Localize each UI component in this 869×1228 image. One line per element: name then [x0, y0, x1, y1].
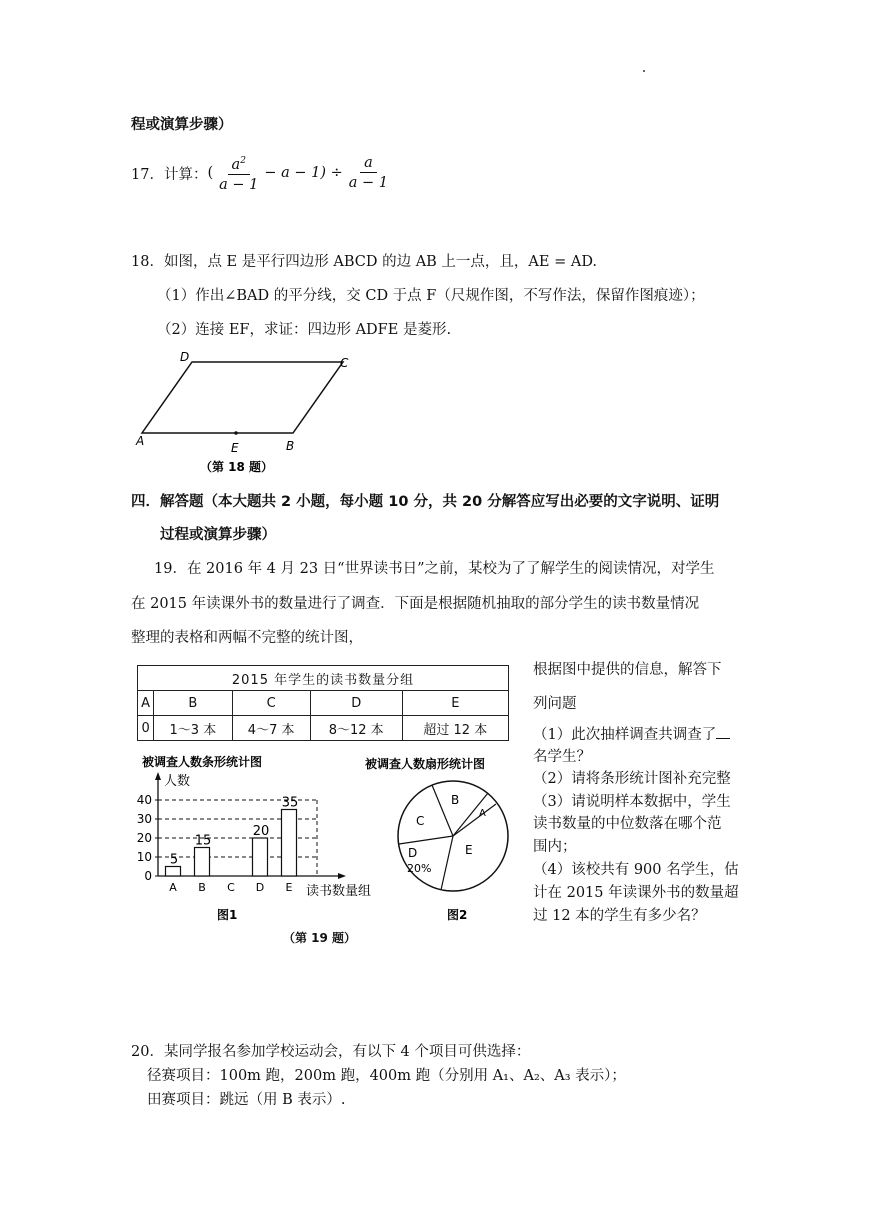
- pie-divider-e-d: [441, 836, 453, 890]
- q17-label: 17．计算：: [131, 166, 208, 183]
- section4-line1: 四．解答题（本大题共 2 小题，每小题 10 分，共 20 分解答应写出必要的文字说明、证明: [131, 494, 720, 510]
- group-cell: A: [138, 691, 154, 716]
- page-mark-dot: [643, 70, 645, 72]
- pie-chart: [365, 748, 530, 923]
- pie-label-e: E: [465, 843, 473, 857]
- q19-right-line2: 列问题: [533, 696, 577, 712]
- range-cell: 0: [138, 716, 154, 741]
- q20-line3: 田赛项目：跳远（用 B 表示）.: [147, 1092, 346, 1108]
- pie-divider-d-c: [399, 836, 453, 844]
- bar-b: [195, 848, 210, 877]
- pie-annotation-d-percent: 20%: [407, 862, 432, 875]
- q19-line1: 19．在 2016 年 4 月 23 日“世界读书日”之前，某校为了了解学生的阅读情况，对学生: [154, 561, 715, 577]
- q17-fraction-2: [345, 154, 392, 193]
- q18-part2: （2）连接 EF，求证：四边形 ADFE 是菱形.: [157, 322, 452, 338]
- bar-chart-title: 被调查人数条形统计图: [142, 755, 263, 769]
- x-category-label: A: [169, 881, 177, 894]
- bar-chart-caption: 图1: [217, 908, 238, 922]
- q19-subq4-cont1: 计在 2015 年读课外书的数量超: [533, 885, 739, 901]
- x-axis-arrow: [338, 873, 346, 879]
- q17-frac1-exponent: 2: [240, 156, 246, 166]
- q19-subq4: （4）该校共有 900 名学生，估: [533, 862, 739, 878]
- answer-blank[interactable]: [716, 726, 730, 739]
- y-tick-label: 0: [144, 869, 152, 883]
- q19-subq1: [533, 723, 730, 744]
- y-tick-label: 20: [136, 831, 152, 845]
- label-e: E: [231, 441, 239, 455]
- bar-data-label: 5: [169, 852, 179, 868]
- group-cell: B: [154, 691, 232, 716]
- parallelogram-abcd: [142, 362, 343, 433]
- x-category-label: D: [255, 881, 265, 894]
- q18-stem: 18．如图，点 E 是平行四边形 ABCD 的边 AB 上一点，且，AE = AD.: [131, 254, 598, 270]
- pie-chart-title: 被调查人数扇形统计图: [365, 757, 486, 771]
- q18-part1: （1）作出∠BAD 的平分线，交 CD 于点 F（尺规作图，不写作法，保留作图痕迹）；: [157, 288, 705, 304]
- q19-subq2: （2）请将条形统计图补充完整: [533, 771, 731, 787]
- group-table: [137, 665, 509, 741]
- bar-chart-ylabel: 人数: [164, 774, 191, 789]
- q19-subq4-cont2: 过 12 本的学生有多少名？: [533, 908, 706, 924]
- q19-line2: 在 2015 年读课外书的数量进行了调查．下面是根据随机抽取的部分学生的读书数量情况: [131, 596, 700, 612]
- q18-caption: （第 18 题）: [200, 460, 274, 474]
- q17-frac1-denominator: a − 1: [219, 176, 259, 193]
- label-d: D: [180, 350, 190, 364]
- y-tick-label: 40: [136, 793, 152, 807]
- x-category-label: B: [198, 881, 206, 894]
- q17-frac2-denominator: a − 1: [348, 174, 389, 191]
- q17-frac2-numerator: a: [360, 154, 377, 173]
- pie-label-a: A: [479, 808, 486, 819]
- pie-label-b: B: [451, 793, 460, 807]
- y-tick-label: 30: [136, 812, 152, 826]
- q17-frac1-numerator: a: [231, 156, 241, 173]
- pie-label-d: D: [408, 846, 418, 860]
- bar-chart-xlabel: 读书数量组: [306, 884, 372, 899]
- bar-data-label: 35: [281, 795, 299, 811]
- q19-line3: 整理的表格和两幅不完整的统计图，: [131, 630, 363, 646]
- y-axis-arrow: [155, 772, 161, 780]
- label-a: A: [136, 434, 145, 448]
- q19-caption: （第 19 题）: [283, 931, 357, 945]
- bar-d: [253, 838, 268, 876]
- q19-subq3-cont1: 读书数量的中位数落在哪个范: [533, 816, 722, 832]
- range-cell: 1～3 本: [154, 716, 232, 741]
- pie-chart-caption: 图2: [447, 908, 468, 922]
- group-cell: D: [310, 691, 402, 716]
- label-c: C: [340, 356, 349, 370]
- q17-open-paren: (: [207, 165, 214, 182]
- q19-right-line1: 根据图中提供的信息，解答下: [533, 662, 722, 678]
- section-header-tail: 程或演算步骤）: [131, 117, 233, 133]
- parallelogram-figure: [130, 345, 370, 475]
- range-cell: 8～12 本: [310, 716, 402, 741]
- q20-line2: 径赛项目：100m 跑，200m 跑，400m 跑（分别用 A₁、A₂、A₃ 表示）；: [147, 1068, 626, 1084]
- question-17: [131, 152, 394, 195]
- y-tick-label: 10: [136, 850, 152, 864]
- bar-data-label: 20: [252, 824, 270, 839]
- q20-line1: 20．某同学报名参加学校运动会，有以下 4 个项目可供选择：: [131, 1044, 531, 1060]
- q17-middle-expression: − a − 1) ÷: [264, 165, 343, 182]
- range-cell: 4～7 本: [232, 716, 310, 741]
- section4-line2: 过程或演算步骤）: [160, 527, 276, 543]
- label-b: B: [286, 439, 295, 453]
- q17-fraction-1: [215, 152, 262, 195]
- pie-divider-c-b: [432, 785, 453, 836]
- bar-e: [282, 810, 297, 877]
- q19-subq3: （3）请说明样本数据中，学生: [533, 794, 731, 810]
- x-category-label: C: [227, 881, 235, 894]
- pie-label-c: C: [416, 814, 425, 828]
- point-e: [234, 431, 238, 435]
- group-table-title: 2015 年学生的读书数量分组: [138, 666, 509, 691]
- q19-subq1-text: （1）此次抽样调查共调查了: [533, 727, 717, 743]
- group-cell: E: [402, 691, 508, 716]
- q19-subq1-cont: 名学生？: [533, 749, 591, 765]
- q19-subq3-cont2: 围内；: [533, 839, 577, 855]
- bar-a: [166, 867, 181, 877]
- bar-chart: [120, 748, 420, 923]
- bar-data-label: 15: [194, 833, 212, 849]
- group-cell: C: [232, 691, 310, 716]
- range-cell: 超过 12 本: [402, 716, 508, 741]
- x-category-label: E: [285, 881, 293, 894]
